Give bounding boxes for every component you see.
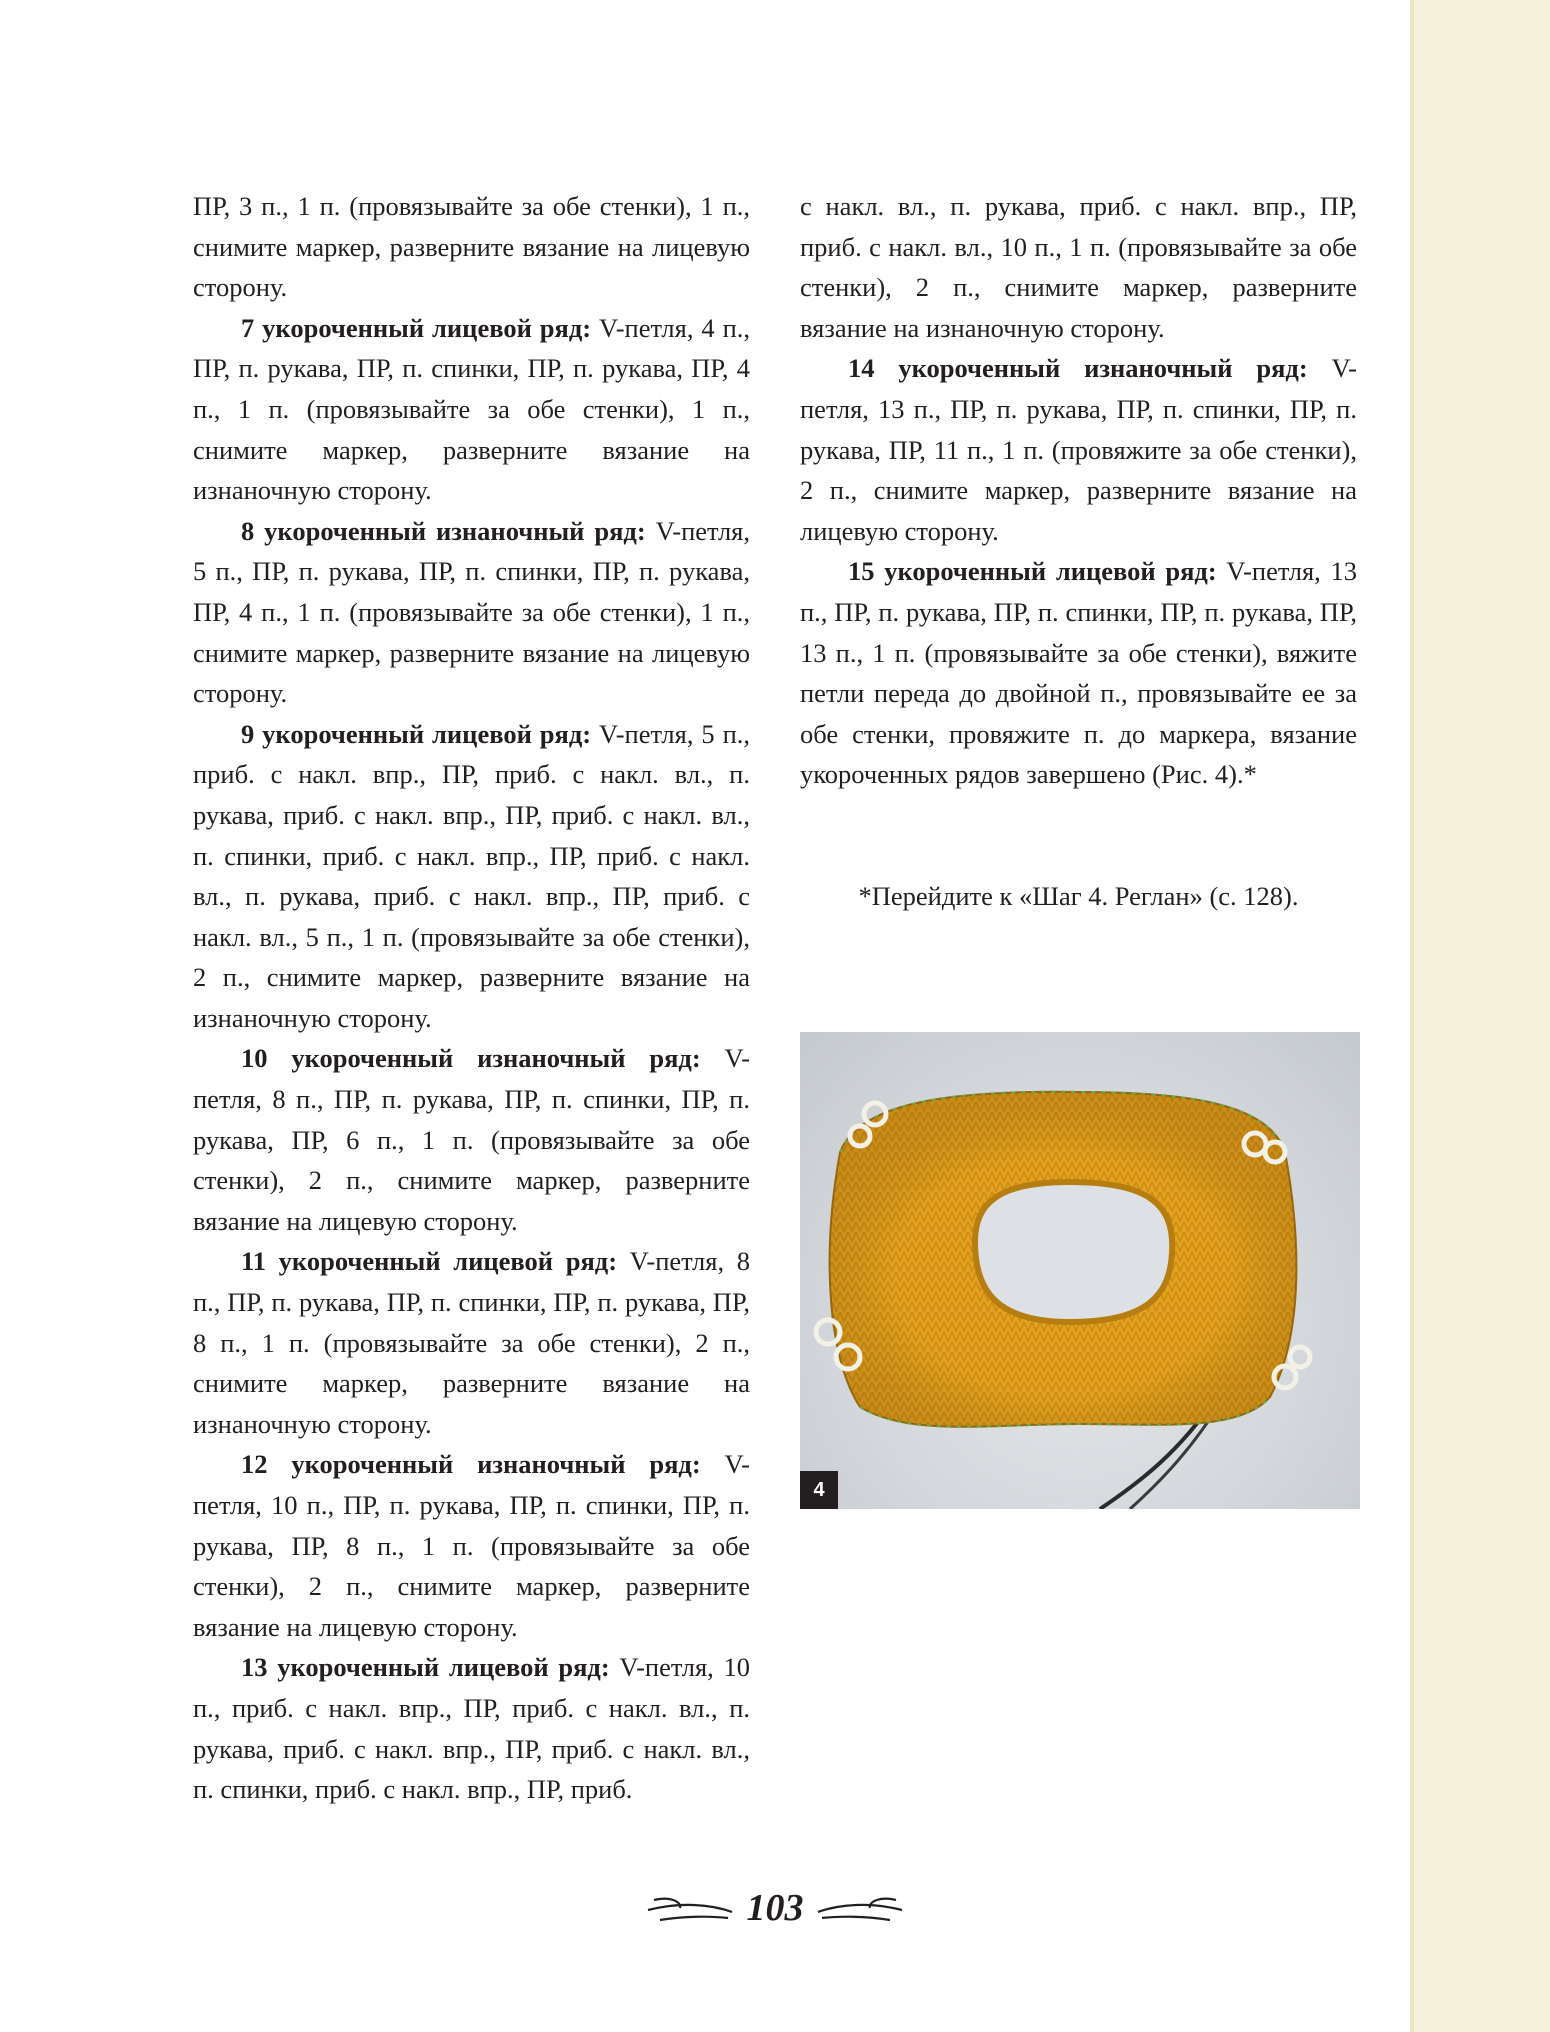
page-footer <box>640 1880 910 1940</box>
paragraph: 11 укороченный лицевой ряд: V-петля, 8 п., ПР, п. рукава, ПР, п. спинки, ПР, п. рукава, ПР, 8 п., 1 п. (провязывайте за обе стенки), 2 п., снимите маркер, разверните вязание на изнаночную сторону. <box>193 1246 750 1439</box>
page-edge-strip <box>1410 0 1550 2032</box>
row-heading: 9 укороченный лицевой ряд: <box>241 718 592 749</box>
knitted-yoke-photo <box>800 1032 1360 1509</box>
paragraph: 12 укороченный изнаночный ряд: V-петля, 10 п., ПР, п. рукава, ПР, п. спинки, ПР, п. рукава, ПР, 8 п., 1 п. (провязывайте за обе стенки), 2 п., снимите маркер, разверните вязание на лицевую сторону. <box>193 1449 751 1642</box>
figure-number: 4 <box>800 1471 838 1509</box>
paragraph: 13 укороченный лицевой ряд: V-петля, 10 п., приб. с накл. впр., ПР, приб. с накл. вл., п. рукава, приб. с накл. впр., ПР, приб. с накл. вл., п. спинки, приб. с накл. впр., ПР, приб. <box>193 1652 750 1805</box>
paragraph: с накл. вл., п. рукава, приб. с накл. впр., ПР, приб. с накл. вл., 10 п., 1 п. (провязывайте за обе стенки), 2 п., снимите маркер, разверните вязание на изнаночную сторону. <box>800 191 1357 343</box>
paragraph: 7 укороченный лицевой ряд: V-петля, 4 п., ПР, п. рукава, ПР, п. спинки, ПР, п. рукава, ПР, 4 п., 1 п. (провязывайте за обе стенки), 1 п., снимите маркер, разверните вязание на изнаночную сторону. <box>193 312 750 506</box>
paragraph: 14 укороченный изнаночный ряд: V-петля, 13 п., ПР, п. рукава, ПР, п. спинки, ПР, п. рукава, ПР, 11 п., 1 п. (провяжите за обе стенки), 2 п., снимите маркер, разверните вязание на лицевую сторону. <box>800 353 1358 546</box>
left-text-column <box>193 186 750 1810</box>
row-heading: 13 укороченный лицевой ряд: <box>241 1652 610 1683</box>
page-number: 103 <box>746 1887 804 1929</box>
paragraph: 15 укороченный лицевой ряд: V-петля, 13 п., ПР, п. рукава, ПР, п. спинки, ПР, п. рукава, ПР, 13 п., 1 п. (провязывайте за обе стенки), вяжите петли переда до двойной п., провязывайте ее за обе стенки, провяжите п. до маркера, вязание укороченных рядов завершено (Рис. 4).* <box>800 556 1357 790</box>
row-heading: 10 укороченный изнаночный ряд: <box>241 1043 701 1074</box>
knitting-illustration <box>800 1032 1360 1509</box>
footnote: *Перейдите к «Шаг 4. Реглан» (с. 128). <box>858 881 1299 911</box>
paragraph: 8 укороченный изнаночный ряд: V-петля, 5 п., ПР, п. рукава, ПР, п. спинки, ПР, п. рукава, ПР, 4 п., 1 п. (провязывайте за обе стенки), 1 п., снимите маркер, разверните вязание на лицевую сторону. <box>193 515 750 709</box>
row-heading: 15 укороченный лицевой ряд: <box>848 556 1217 587</box>
paragraph: 10 укороченный изнаночный ряд: V-петля, 8 п., ПР, п. рукава, ПР, п. спинки, ПР, п. рукава, ПР, 6 п., 1 п. (провязывайте за обе стенки), 2 п., снимите маркер, разверните вязание на лицевую сторону. <box>193 1043 751 1236</box>
neck-opening <box>975 1182 1172 1322</box>
row-heading: 7 укороченный лицевой ряд: <box>241 312 592 343</box>
row-heading: 11 укороченный лицевой ряд: <box>241 1246 618 1277</box>
row-heading: 8 укороченный изнаночный ряд: <box>241 515 646 546</box>
row-heading: 14 укороченный изнаночный ряд: <box>848 353 1308 384</box>
row-heading: 12 укороченный изнаночный ряд: <box>241 1449 701 1480</box>
paragraph: 9 укороченный лицевой ряд: V-петля, 5 п., приб. с накл. впр., ПР, приб. с накл. вл., п. рукава, приб. с накл. впр., ПР, приб. с накл. вл., п. спинки, приб. с накл. впр., ПР, приб. с накл. вл., п. рукава, приб. с накл. впр., ПР, приб. с накл. вл., 5 п., 1 п. (провязывайте за обе стенки), 2 п., снимите маркер, разверните вязание на изнаночную сторону. <box>193 718 750 1033</box>
right-text-column <box>800 186 1357 795</box>
paragraph: ПР, 3 п., 1 п. (провязывайте за обе стенки), 1 п., снимите маркер, разверните вязание на лицевую сторону. <box>193 191 750 303</box>
